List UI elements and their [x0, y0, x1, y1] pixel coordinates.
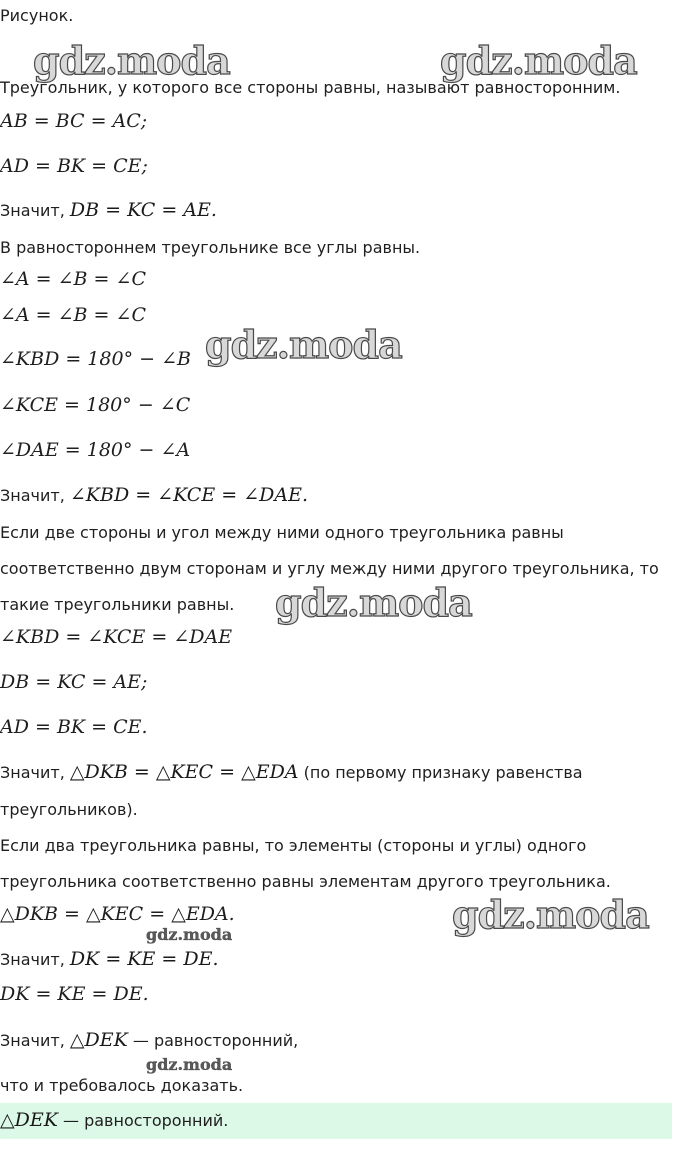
watermark: gdz.moda — [452, 892, 649, 937]
text-fragment: — равносторонний, — [127, 1031, 299, 1050]
text-line: треугольников). — [0, 800, 138, 819]
figure-caption: Рисунок. — [0, 6, 74, 25]
watermark: gdz.moda — [275, 580, 472, 625]
text-line: что и требовалось доказать. — [0, 1076, 244, 1095]
answer-line — [0, 1109, 228, 1131]
math-line: ∠KCE = 180° − ∠C — [0, 394, 191, 416]
math-line: ∠KBD = ∠KCE = ∠DAE — [0, 626, 233, 648]
math-fragment: ∠KBD = ∠KCE = ∠DAE. — [69, 484, 308, 506]
watermark: gdz.moda — [146, 1055, 233, 1074]
watermark: gdz.moda — [33, 38, 230, 83]
math-line: DB = KC = AE; — [0, 671, 148, 693]
text-line: Если два треугольника равны, то элементы (стороны и углы) одного — [0, 836, 587, 855]
watermark: gdz.moda — [146, 925, 233, 944]
text-fragment: — равносторонний. — [57, 1111, 229, 1130]
math-line: ∠A = ∠B = ∠C — [0, 304, 146, 326]
math-fragment: △DEK — [69, 1029, 128, 1051]
math-line: ∠DAE = 180° − ∠A — [0, 439, 191, 461]
math-line: ∠KBD = 180° − ∠B — [0, 348, 191, 370]
math-fragment: DB = KC = AE. — [69, 199, 217, 221]
math-line: ∠A = ∠B = ∠C — [0, 268, 146, 290]
text-fragment: Значит, — [0, 486, 70, 505]
text-line — [0, 948, 219, 970]
watermark: gdz.moda — [440, 38, 637, 83]
text-fragment: Значит, — [0, 201, 70, 220]
text-line — [0, 484, 308, 506]
math-line: AD = BK = CE. — [0, 716, 148, 738]
math-line: DK = KE = DE. — [0, 983, 149, 1005]
text-line: такие треугольники равны. — [0, 595, 235, 614]
text-line: соответственно двум сторонам и углу между ними другого треугольника, то — [0, 559, 659, 578]
math-fragment: △DEK — [0, 1109, 58, 1131]
text-fragment: Значит, — [0, 950, 70, 969]
text-line: В равностороннем треугольнике все углы равны. — [0, 238, 421, 257]
text-line: Треугольник, у которого все стороны равны, называют равносторонним. — [0, 78, 621, 97]
answer-box — [0, 1103, 672, 1139]
text-line — [0, 761, 583, 783]
watermark: gdz.moda — [205, 322, 402, 367]
text-fragment: Значит, — [0, 1031, 70, 1050]
math-line: AD = BK = CE; — [0, 155, 148, 177]
math-fragment: DK = KE = DE. — [69, 948, 219, 970]
text-line — [0, 1029, 298, 1051]
math-line: AB = BC = AC; — [0, 110, 148, 132]
text-line: Если две стороны и угол между ними одного треугольника равны — [0, 523, 564, 542]
text-line — [0, 199, 217, 221]
text-fragment: (по первому признаку равенства — [298, 763, 583, 782]
math-line: △DKB = △KEC = △EDA. — [0, 903, 235, 925]
text-fragment: Значит, — [0, 763, 70, 782]
math-fragment: △DKB = △KEC = △EDA — [69, 761, 299, 783]
text-line: треугольника соответственно равны элементам другого треугольника. — [0, 872, 611, 891]
